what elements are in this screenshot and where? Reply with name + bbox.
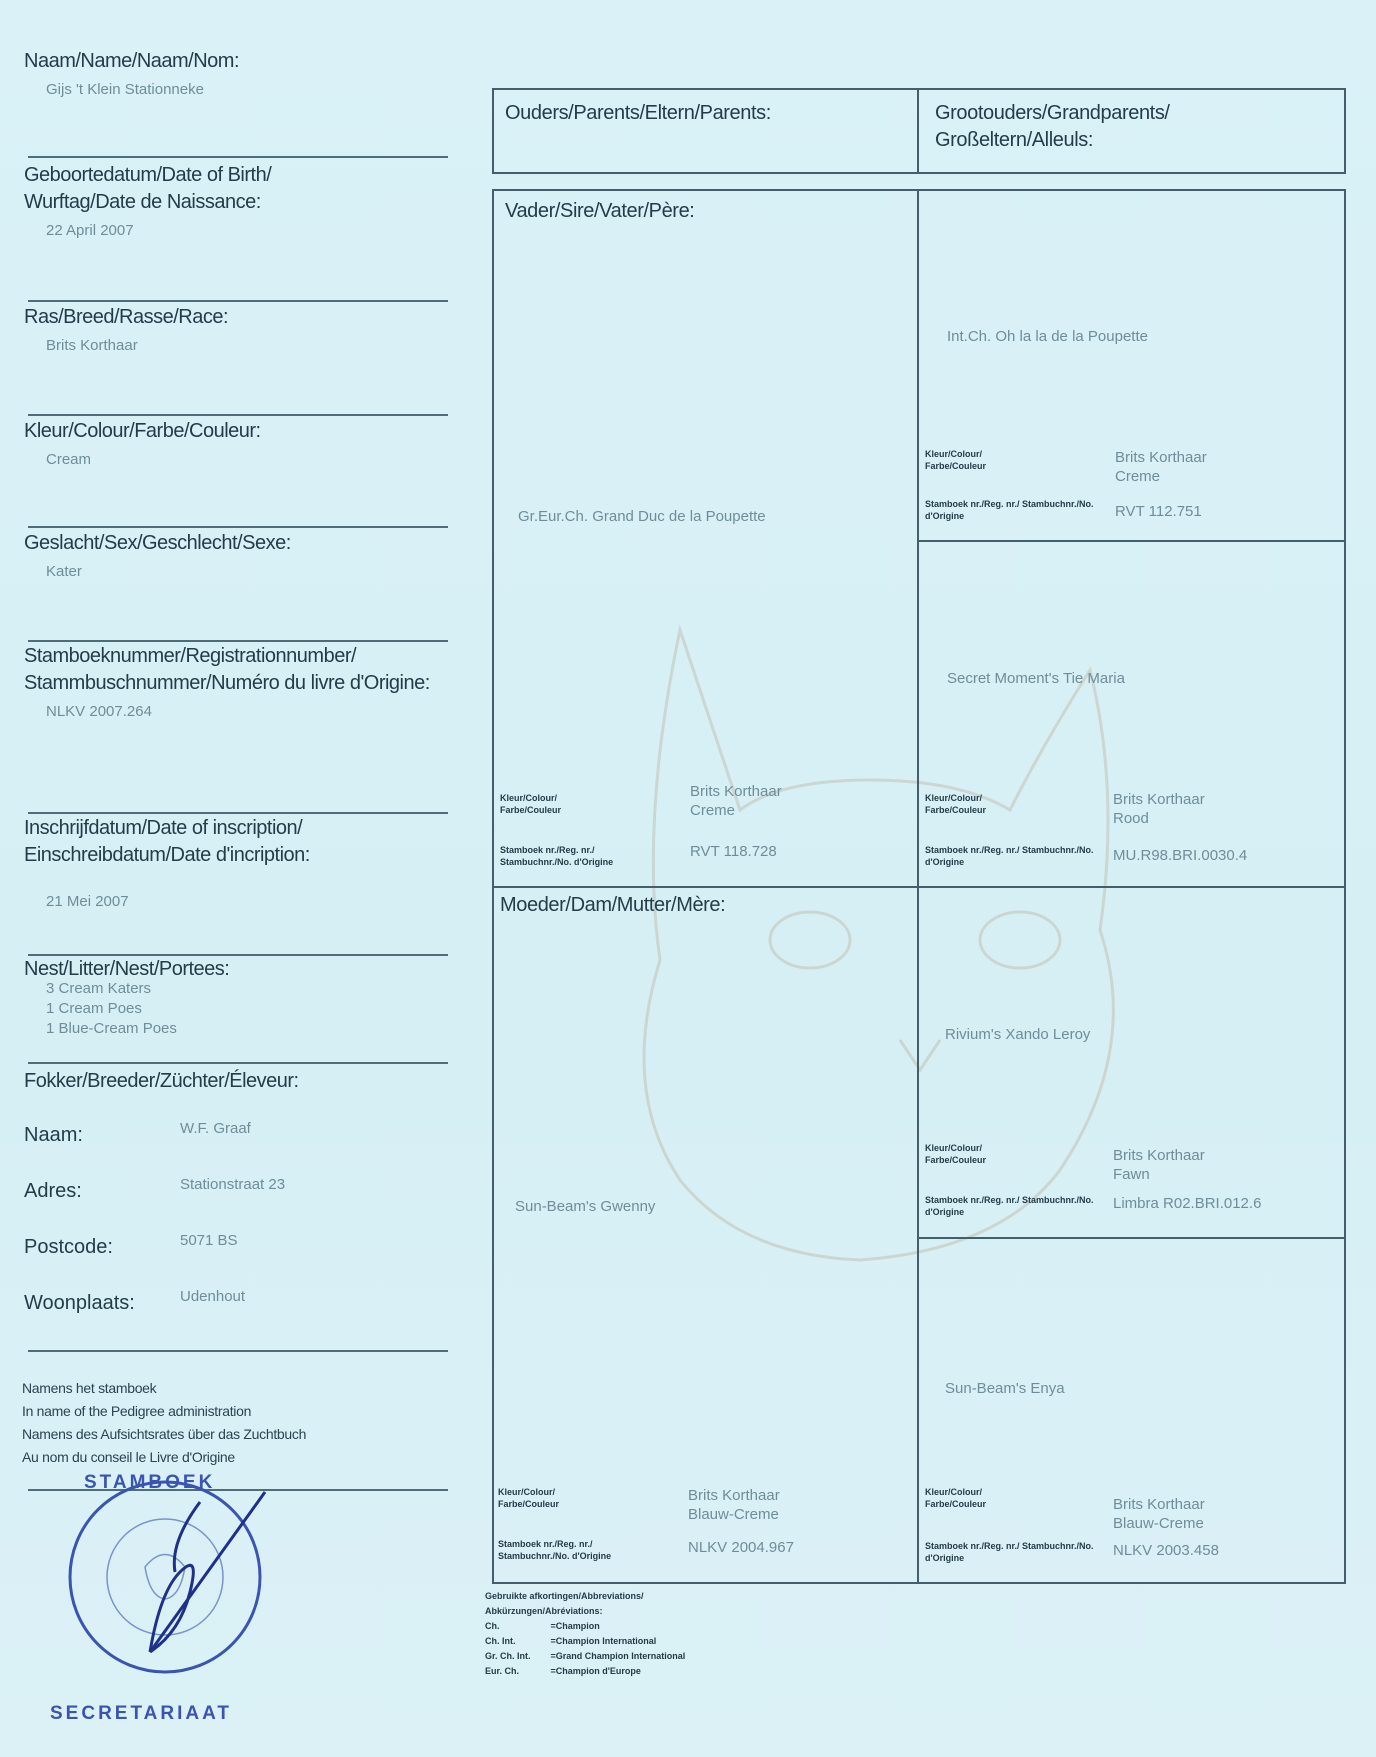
colour-field (24, 418, 448, 468)
divider (492, 886, 1346, 888)
dam-title: Moeder/Dam/Mutter/Mère: (500, 894, 726, 916)
divider (917, 1237, 1346, 1239)
note-line: Au nom du conseil le Livre d'Origine (22, 1449, 235, 1465)
divider (28, 1350, 448, 1352)
breeder-label: Fokker/Breeder/Züchter/Éleveur: (24, 1070, 299, 1092)
signature-note (22, 1377, 306, 1469)
gp4-reg-label: Stamboek nr./Reg. nr./ Stambuchnr./No. d'Origine (925, 1541, 1094, 1563)
gp3-colour: Fawn (1113, 1166, 1150, 1183)
note-line: Namens des Aufsichtsrates über das Zuchtbuch (22, 1426, 307, 1442)
breeder-adres-label: Adres: (24, 1180, 82, 1202)
abbr-row (485, 1649, 705, 1664)
abbr-row (485, 1664, 705, 1679)
gp4-breed-colour (1113, 1495, 1205, 1533)
gp3-breed: Brits Korthaar (1113, 1147, 1205, 1164)
gp3-breed-colour (1113, 1146, 1205, 1184)
gp3-reg-label: Stamboek nr./Reg. nr./ Stambuchnr./No. d'Origine (925, 1195, 1094, 1217)
litter-line: 3 Cream Katers (46, 980, 152, 997)
gp1-name: Int.Ch. Oh la la de la Poupette (947, 328, 1148, 345)
seal-text-bottom: SECRETARIAAT (50, 1703, 233, 1724)
gp1-breed-colour (1115, 448, 1207, 486)
divider (28, 812, 448, 814)
gp3-colour-label: Kleur/Colour/ Farbe/Couleur (925, 1143, 987, 1165)
abbr-title: Abkürzungen/Abréviations: (485, 1606, 603, 1616)
abbr-row (485, 1634, 705, 1649)
litter-label: Nest/Litter/Nest/Portees: (24, 958, 230, 980)
breeder-adres-value: Stationstraat 23 (180, 1176, 286, 1193)
abbr-title: Gebruikte afkortingen/Abbreviations/ (485, 1591, 644, 1601)
breed-label: Ras/Breed/Rasse/Race: (24, 306, 229, 328)
breeder-woonplaats-row (24, 1288, 448, 1315)
sire-colour-label: Kleur/Colour/ Farbe/Couleur (500, 793, 562, 815)
litter-line: 1 Cream Poes (46, 1000, 142, 1017)
gp1-breed: Brits Korthaar (1115, 449, 1207, 466)
gp3-reg: Limbra R02.BRI.012.6 (1113, 1195, 1262, 1212)
regnum-label: Stamboeknummer/Registrationnumber/ Stammbuschnummer/Numéro du livre d'Origine: (24, 645, 430, 694)
gp1-colour: Creme (1115, 468, 1161, 485)
abbr-key: Ch. Int. (485, 1636, 516, 1646)
note-line: Namens het stamboek (22, 1380, 157, 1396)
gp3-name: Rivium's Xando Leroy (945, 1026, 1091, 1043)
breeder-postcode-row (24, 1232, 448, 1259)
gp2-breed: Brits Korthaar (1113, 791, 1205, 808)
breeder-naam-row (24, 1120, 448, 1147)
name-field (24, 48, 448, 98)
sire-reg-label: Stamboek nr./Reg. nr./ Stambuchnr./No. d'Origine (500, 845, 614, 867)
divider (28, 1062, 448, 1064)
gp2-reg: MU.R98.BRI.0030.4 (1113, 847, 1248, 864)
dam-breed-colour (688, 1486, 780, 1524)
sire-reg: RVT 118.728 (690, 843, 777, 860)
abbr-key: Gr. Ch. Int. (485, 1651, 531, 1661)
dob-field (24, 162, 448, 239)
abbr-key: Eur. Ch. (485, 1666, 520, 1676)
parents-header: Ouders/Parents/Eltern/Parents: (505, 102, 771, 124)
sex-value: Kater (46, 563, 82, 580)
gp4-colour: Blauw-Creme (1113, 1515, 1204, 1532)
sire-name: Gr.Eur.Ch. Grand Duc de la Poupette (518, 508, 766, 525)
breeder-postcode-label: Postcode: (24, 1236, 113, 1258)
breeder-field (24, 1068, 448, 1095)
divider (28, 526, 448, 528)
abbreviations-legend (485, 1589, 705, 1679)
abbr-meaning: =Grand Champion International (550, 1651, 686, 1661)
gp4-breed: Brits Korthaar (1113, 1496, 1205, 1513)
abbr-meaning: =Champion d'Europe (550, 1666, 641, 1676)
note-line: In name of the Pedigree administration (22, 1403, 252, 1419)
gp4-name: Sun-Beam's Enya (945, 1380, 1065, 1397)
dam-colour-label: Kleur/Colour/ Farbe/Couleur (498, 1487, 560, 1509)
dam-breed: Brits Korthaar (688, 1487, 780, 1504)
gp1-reg-label: Stamboek nr./Reg. nr./ Stambuchnr./No. d'Origine (925, 499, 1094, 521)
inscription-label: Inschrijfdatum/Date of inscription/ Einschreibdatum/Date d'incription: (24, 817, 310, 866)
breeder-adres-row (24, 1176, 448, 1203)
dob-value: 22 April 2007 (46, 222, 134, 239)
colour-value: Cream (46, 451, 92, 468)
sire-breed-colour (690, 782, 782, 820)
name-value: Gijs 't Klein Stationneke (46, 81, 204, 98)
stamp-seal (60, 1472, 270, 1682)
regnum-value: NLKV 2007.264 (46, 703, 152, 720)
gp2-colour: Rood (1113, 810, 1149, 827)
breeder-naam-value: W.F. Graaf (180, 1120, 251, 1137)
colour-label: Kleur/Colour/Farbe/Couleur: (24, 420, 261, 442)
litter-lines (46, 979, 448, 1039)
gp2-reg-label: Stamboek nr./Reg. nr./ Stambuchnr./No. d'Origine (925, 845, 1094, 867)
divider (28, 414, 448, 416)
breed-field (24, 304, 448, 354)
litter-line: 1 Blue-Cream Poes (46, 1020, 177, 1037)
abbr-table (485, 1619, 705, 1679)
abbr-key: Ch. (485, 1621, 500, 1631)
gp2-colour-label: Kleur/Colour/ Farbe/Couleur (925, 793, 987, 815)
dob-label: Geboortedatum/Date of Birth/ Wurftag/Date de Naissance: (24, 164, 272, 213)
sire-title: Vader/Sire/Vater/Père: (505, 200, 695, 222)
gp4-colour-label: Kleur/Colour/ Farbe/Couleur (925, 1487, 987, 1509)
divider (917, 88, 919, 174)
sex-field (24, 530, 448, 580)
dam-name: Sun-Beam's Gwenny (515, 1198, 656, 1215)
gp4-reg: NLKV 2003.458 (1113, 1542, 1219, 1559)
abbr-row (485, 1619, 705, 1634)
breeder-naam-label: Naam: (24, 1124, 83, 1146)
divider (28, 640, 448, 642)
inscription-value: 21 Mei 2007 (46, 893, 129, 910)
sire-colour: Creme (690, 802, 736, 819)
divider (28, 156, 448, 158)
gp2-name: Secret Moment's Tie Maria (947, 670, 1125, 687)
regnum-field (24, 643, 448, 720)
divider (28, 300, 448, 302)
grandparents-header: Grootouders/Grandparents/ Großeltern/Alleuls: (935, 102, 1170, 151)
inscription-field (24, 815, 448, 910)
seal-text-top: STAMBOEK (84, 1472, 216, 1493)
breeder-woonplaats-label: Woonplaats: (24, 1292, 135, 1314)
breed-value: Brits Korthaar (46, 337, 138, 354)
gp1-colour-label: Kleur/Colour/ Farbe/Couleur (925, 449, 987, 471)
name-label: Naam/Name/Naam/Nom: (24, 50, 240, 72)
dam-reg-label: Stamboek nr./Reg. nr./ Stambuchnr./No. d'Origine (498, 1539, 612, 1561)
sire-breed: Brits Korthaar (690, 783, 782, 800)
breeder-woonplaats-value: Udenhout (180, 1288, 246, 1305)
sex-label: Geslacht/Sex/Geschlecht/Sexe: (24, 532, 291, 554)
gp1-reg: RVT 112.751 (1115, 503, 1202, 520)
litter-field (24, 956, 448, 1039)
dam-reg: NLKV 2004.967 (688, 1539, 794, 1556)
abbr-meaning: =Champion (550, 1621, 600, 1631)
abbr-meaning: =Champion International (550, 1636, 657, 1646)
dam-colour: Blauw-Creme (688, 1506, 779, 1523)
divider (917, 540, 1346, 542)
breeder-postcode-value: 5071 BS (180, 1232, 238, 1249)
gp2-breed-colour (1113, 790, 1205, 828)
